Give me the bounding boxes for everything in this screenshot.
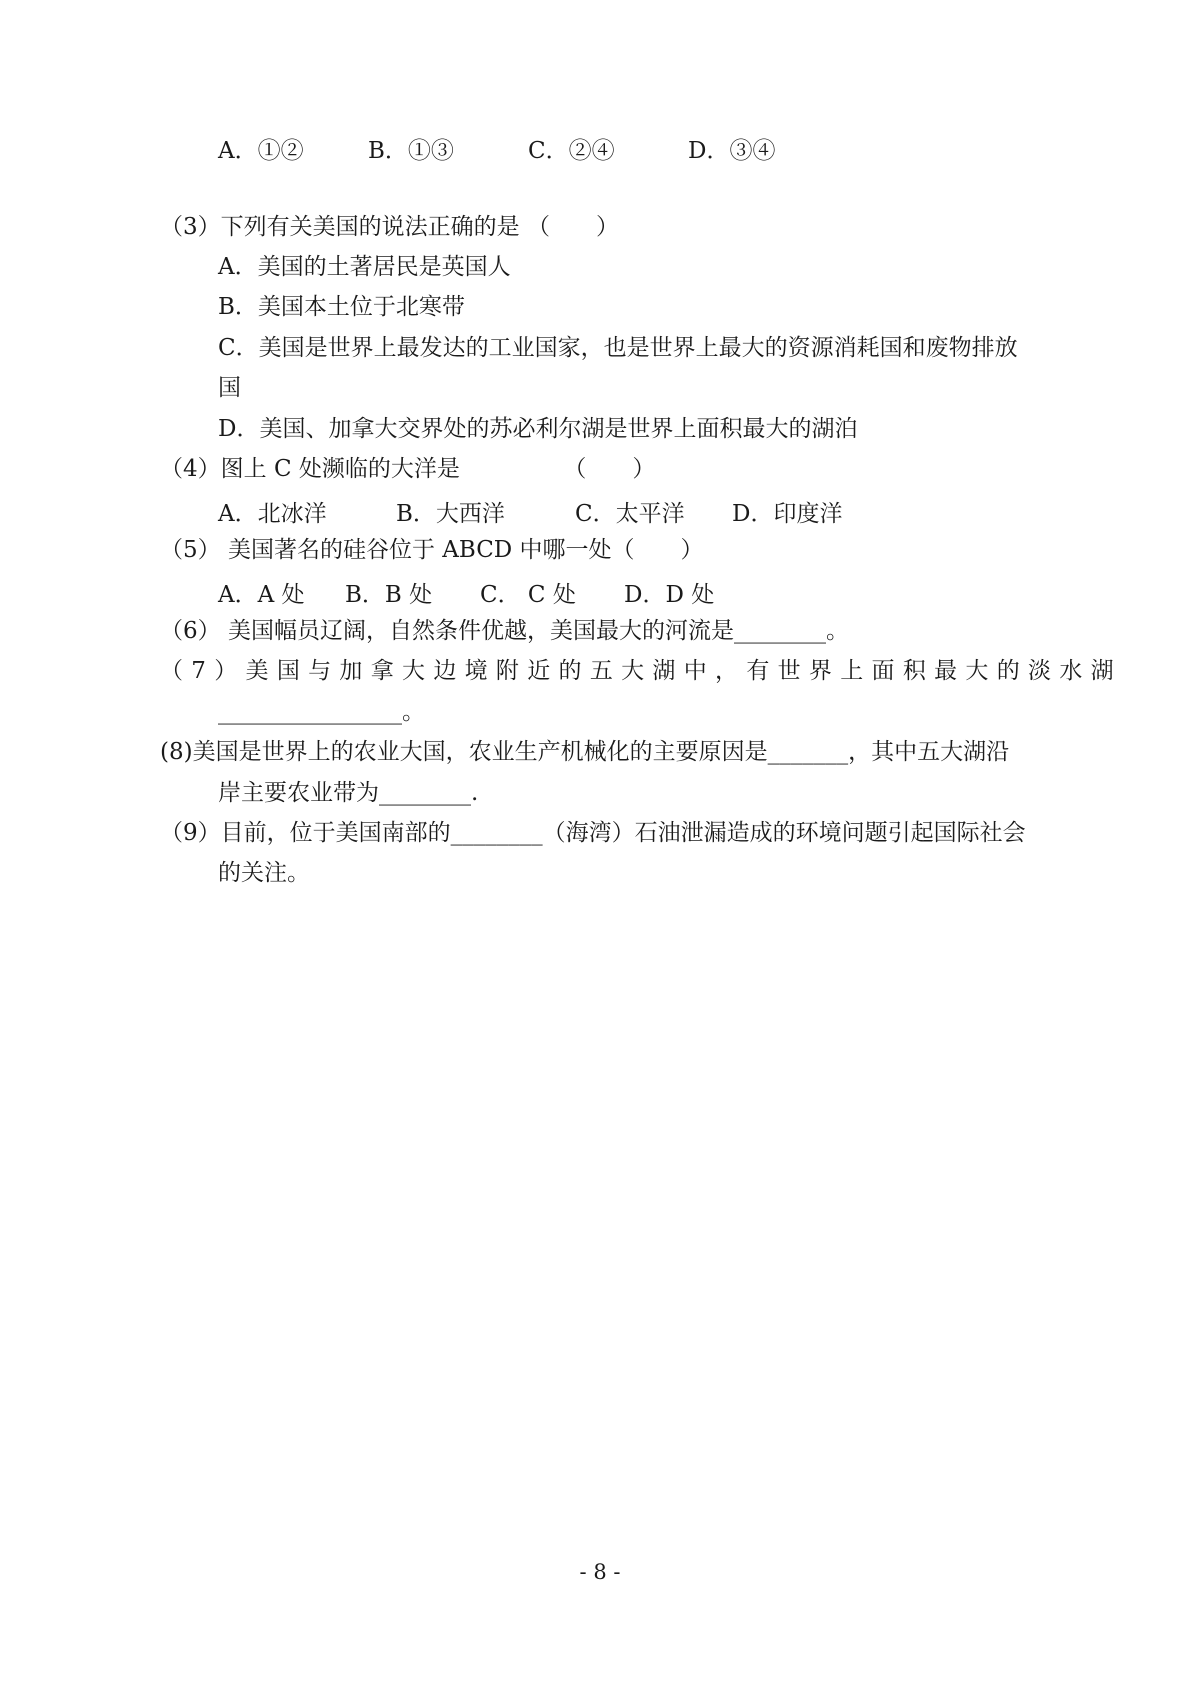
q5-option-b: B．B 处: [345, 582, 433, 608]
q8-line2: 岸主要农业带为________.: [218, 780, 479, 806]
q2-option-b: B．①③: [368, 138, 454, 164]
q5-stem: （5） 美国著名的硅谷位于 ABCD 中哪一处（ ）: [160, 537, 704, 563]
q4-option-a: A．北冰洋: [218, 501, 327, 527]
q9-line1: （9）目前，位于美国南部的________（海湾）石油泄漏造成的环境问题引起国际社会: [160, 820, 1026, 846]
q2-option-d: D．③④: [688, 138, 776, 164]
q3-option-c-line2: 国: [218, 375, 241, 401]
q3-stem: （3）下列有关美国的说法正确的是 （ ）: [160, 214, 619, 240]
page-number: - 8 -: [579, 1560, 621, 1584]
q2-option-a: A．①②: [218, 138, 304, 164]
q9-line2: 的关注。: [218, 860, 310, 886]
q4-option-d: D．印度洋: [732, 501, 843, 527]
q4-option-c: C．太平洋: [575, 501, 685, 527]
q4-stem: （4）图上 C 处濒临的大洋是 （ ）: [160, 456, 656, 482]
q3-option-c-line1: C．美国是世界上最发达的工业国家，也是世界上最大的资源消耗国和废物排放: [218, 335, 1018, 361]
q7-line1: （7）美国与加拿大边境附近的五大湖中，有世界上面积最大的淡水湖: [160, 658, 1122, 684]
q3-option-d: D．美国、加拿大交界处的苏必利尔湖是世界上面积最大的湖泊: [218, 416, 858, 442]
q6-question: （6） 美国幅员辽阔，自然条件优越，美国最大的河流是________。: [160, 618, 849, 644]
q3-option-a: A．美国的土著居民是英国人: [218, 254, 511, 280]
q5-option-c: C． C 处: [480, 582, 576, 608]
q3-option-b: B．美国本土位于北寒带: [218, 294, 465, 320]
q4-option-b: B．大西洋: [396, 501, 505, 527]
q5-option-a: A．A 处: [218, 582, 305, 608]
q7-line2: ________________。: [218, 699, 425, 725]
q5-option-d: D．D 处: [624, 582, 715, 608]
q2-option-c: C．②④: [528, 138, 615, 164]
q8-line1: (8)美国是世界上的农业大国，农业生产机械化的主要原因是_______，其中五大湖沿: [160, 739, 1010, 765]
